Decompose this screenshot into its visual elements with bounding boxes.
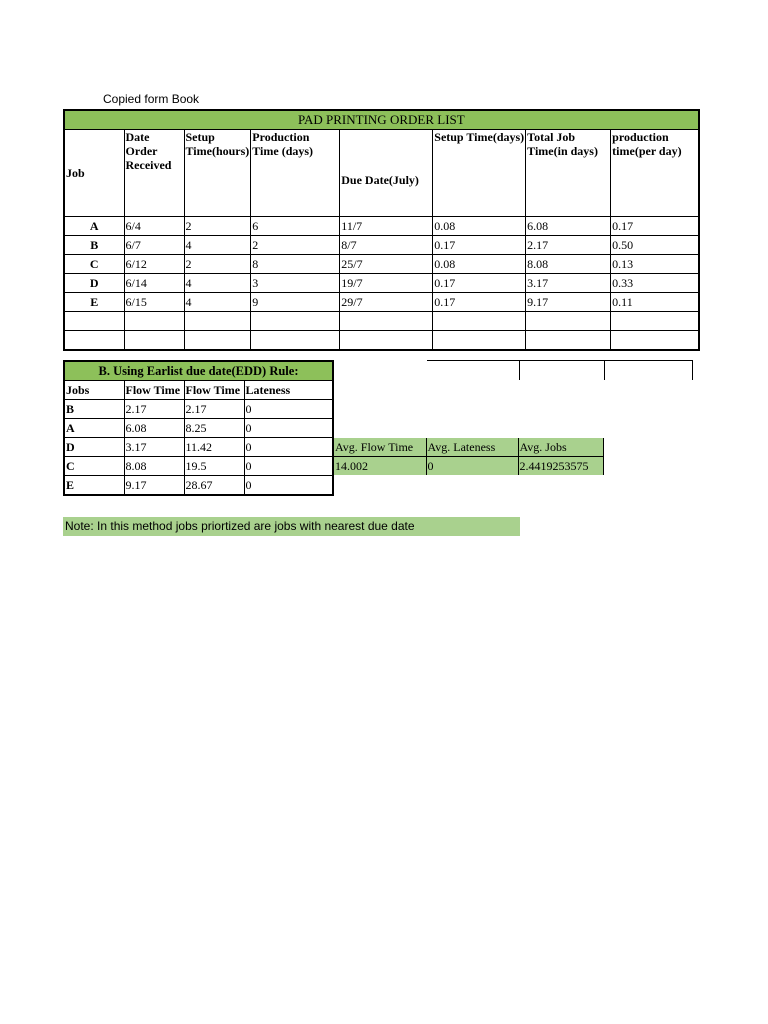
order-cell: 0.08 [433,255,526,274]
cell-divider [519,360,520,380]
avg-flow-time-value: 14.002 [334,457,426,476]
edd-cell: 0 [244,419,333,438]
order-cell: 0.17 [433,274,526,293]
edd-header-jobs: Jobs [64,381,124,400]
edd-cell: 9.17 [124,476,184,496]
avg-jobs-value: 2.4419253575 [518,457,603,476]
edd-header-flow-time-cumulative: Flow Time [184,381,244,400]
avg-flow-time-label: Avg. Flow Time [334,438,426,457]
order-cell: 11/7 [340,217,433,236]
cell-divider [692,360,693,380]
edd-cell: 8.25 [184,419,244,438]
order-cell: 3 [251,274,340,293]
order-cell: 6/7 [124,236,184,255]
order-cell: 6 [251,217,340,236]
avg-jobs-label: Avg. Jobs [518,438,603,457]
header-setup-time-days: Setup Time(days) [433,130,526,217]
order-cell: 2 [251,236,340,255]
order-cell: 8 [251,255,340,274]
order-cell: 2.17 [526,236,611,255]
edd-cell: 11.42 [184,438,244,457]
edd-row [64,400,333,419]
sheet-caption: Copied form Book [103,92,200,106]
order-cell: 0.17 [611,217,699,236]
order-row [64,274,699,293]
edd-cell: 3.17 [124,438,184,457]
order-cell: 9.17 [526,293,611,312]
job-id-cell: D [64,274,124,293]
order-cell: 6/15 [124,293,184,312]
order-cell: 0.33 [611,274,699,293]
order-cell: 0.17 [433,293,526,312]
order-cell: 2 [184,255,251,274]
edd-cell: 2.17 [124,400,184,419]
order-list-table [63,109,700,351]
edd-job-cell: B [64,400,124,419]
edd-header-lateness: Lateness [244,381,333,400]
method-note: Note: In this method jobs priortized are jobs with nearest due date [63,517,520,536]
header-total-job-time: Total Job Time(in days) [526,130,611,217]
order-cell: 19/7 [340,274,433,293]
job-id-cell: C [64,255,124,274]
header-job: Job [64,130,124,217]
edd-rule-table [63,360,334,496]
header-production-per-day: production time(per day) [611,130,699,217]
edd-cell: 0 [244,400,333,419]
order-cell: 6/4 [124,217,184,236]
cell-divider [604,360,605,380]
averages-table [334,438,604,475]
order-list-title: PAD PRINTING ORDER LIST [64,110,699,130]
header-date-order-received: Date Order Received [124,130,184,217]
order-cell: 0.11 [611,293,699,312]
edd-header-flow-time: Flow Time [124,381,184,400]
order-cell: 4 [184,236,251,255]
edd-row [64,476,333,496]
edd-cell: 6.08 [124,419,184,438]
order-cell: 4 [184,293,251,312]
edd-job-cell: A [64,419,124,438]
job-id-cell: B [64,236,124,255]
edd-cell: 8.08 [124,457,184,476]
empty-cell-border [427,360,693,380]
edd-job-cell: C [64,457,124,476]
order-row [64,293,699,312]
edd-row [64,457,333,476]
order-cell: 2 [184,217,251,236]
order-cell: 3.17 [526,274,611,293]
header-production-time: Production Time (days) [251,130,340,217]
order-row [64,236,699,255]
edd-cell: 19.5 [184,457,244,476]
order-cell: 9 [251,293,340,312]
order-cell: 6.08 [526,217,611,236]
header-setup-time-hours: Setup Time(hours) [184,130,251,217]
avg-lateness-value: 0 [426,457,518,476]
blank-row [64,312,699,331]
order-cell: 29/7 [340,293,433,312]
header-due-date: Due Date(July) [340,130,433,217]
avg-lateness-label: Avg. Lateness [426,438,518,457]
edd-cell: 0 [244,457,333,476]
order-cell: 4 [184,274,251,293]
order-row [64,217,699,236]
order-cell: 0.17 [433,236,526,255]
job-id-cell: A [64,217,124,236]
order-cell: 6/14 [124,274,184,293]
edd-cell: 28.67 [184,476,244,496]
job-id-cell: E [64,293,124,312]
order-cell: 25/7 [340,255,433,274]
edd-cell: 0 [244,438,333,457]
order-cell: 8/7 [340,236,433,255]
edd-job-cell: E [64,476,124,496]
order-cell: 0.13 [611,255,699,274]
edd-title: B. Using Earlist due date(EDD) Rule: [64,361,333,381]
blank-row [64,331,699,351]
order-cell: 8.08 [526,255,611,274]
edd-cell: 2.17 [184,400,244,419]
order-cell: 0.50 [611,236,699,255]
edd-job-cell: D [64,438,124,457]
order-cell: 6/12 [124,255,184,274]
edd-cell: 0 [244,476,333,496]
order-row [64,255,699,274]
order-cell: 0.08 [433,217,526,236]
edd-row [64,438,333,457]
edd-row [64,419,333,438]
